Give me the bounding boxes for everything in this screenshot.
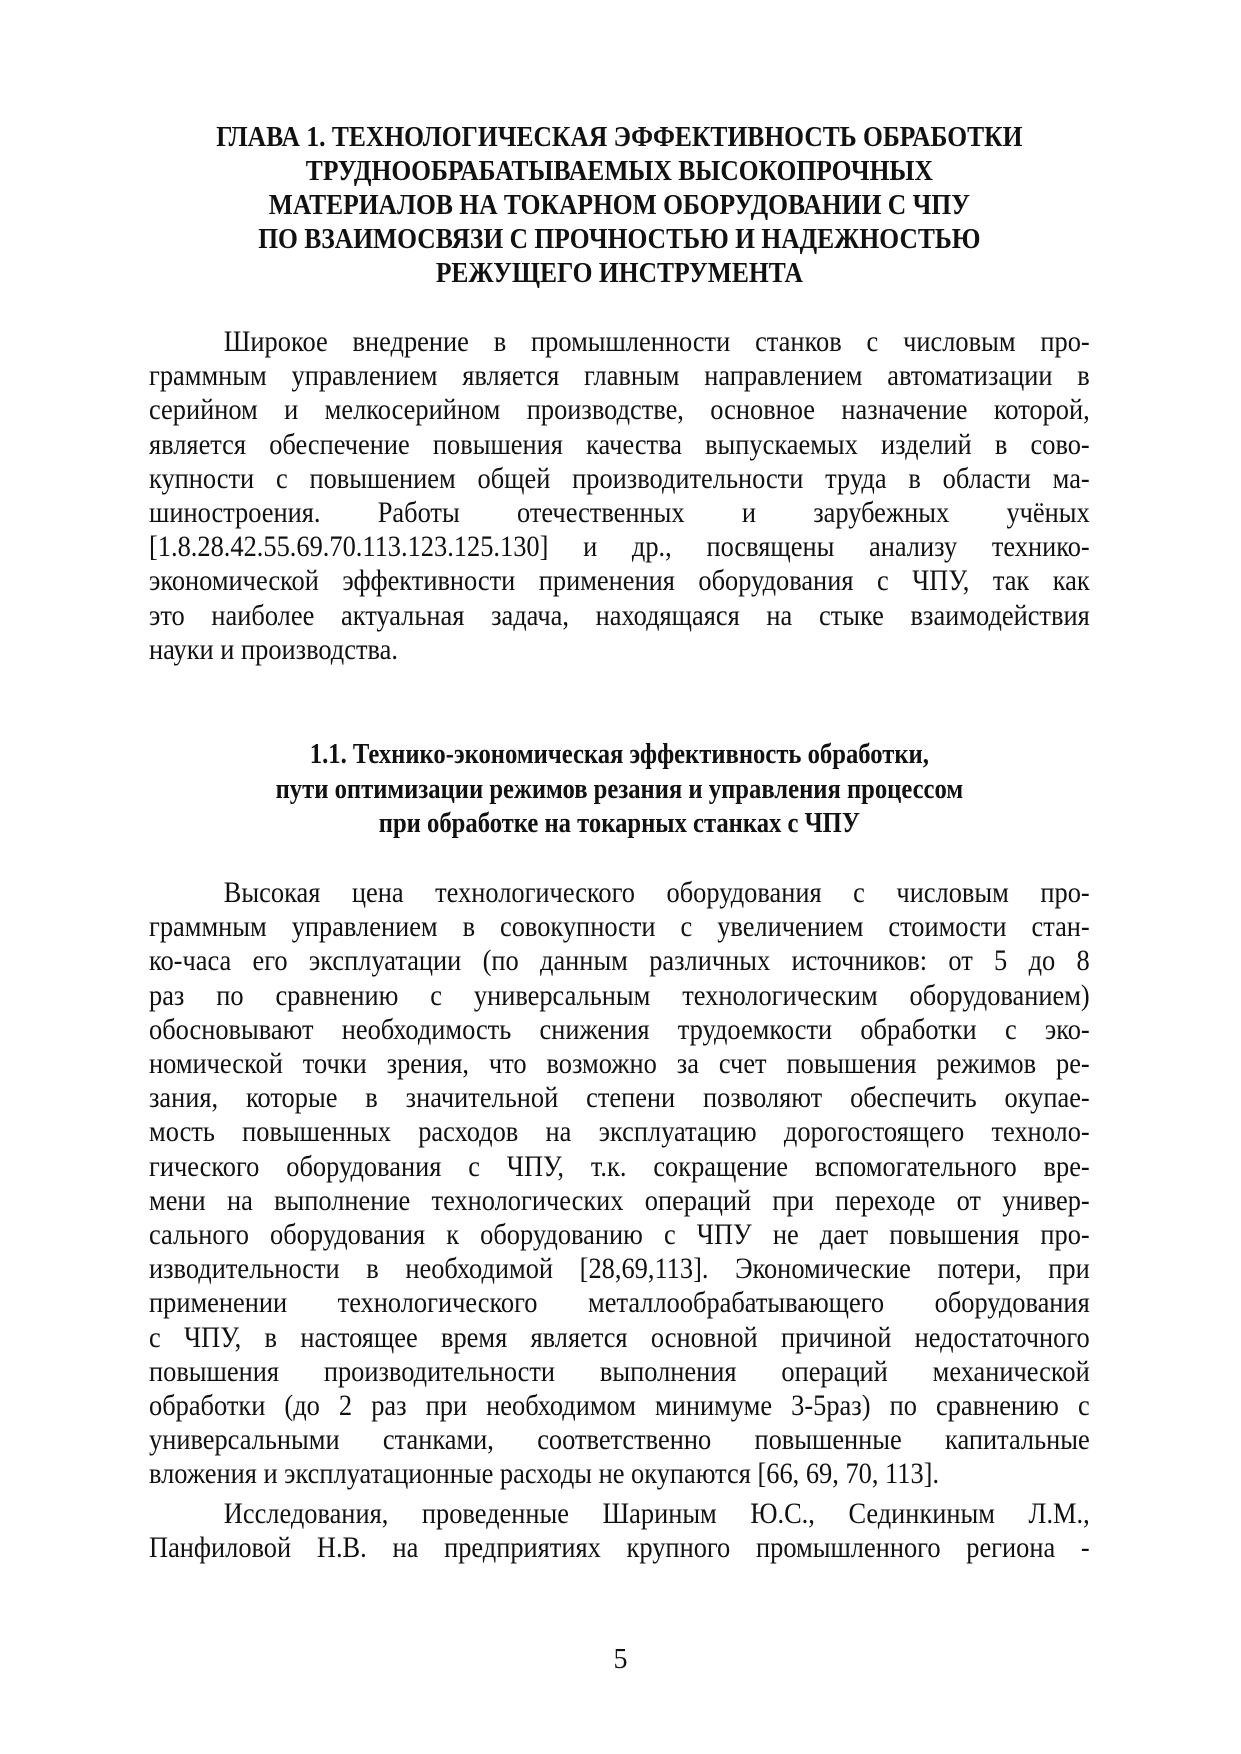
section-paragraph <box>149 1497 1090 1565</box>
text-line: является обеспечение повышения качества выпускаемых изделий в сово- <box>149 427 1090 461</box>
text-line: универсальными станками, соответственно повышенные капитальные <box>149 1423 1090 1457</box>
intro-paragraph <box>149 325 1090 667</box>
text-line: повышения производительности выполнения операций механической <box>149 1354 1090 1388</box>
text-line: шиностроения. Работы отечественных и зарубежных учёных <box>149 496 1090 530</box>
text-line: при обработке на токарных станках с ЧПУ <box>378 808 860 839</box>
text-line: изводительности в необходимой [28,69,113]. Экономические потери, при <box>149 1252 1090 1286</box>
text-line: граммным управлением является главным направлением автоматизации в <box>149 359 1090 393</box>
section-title <box>149 738 1090 842</box>
section-paragraph <box>149 876 1090 1492</box>
text-line: раз по сравнению с универсальным технологическим оборудованием) <box>149 978 1090 1012</box>
text-line: Широкое внедрение в промышленности станков с числовым про- <box>223 325 1090 358</box>
text-line: мени на выполнение технологических операций при переходе от универ- <box>149 1183 1090 1217</box>
chapter-title <box>149 120 1090 290</box>
text-line: ГЛАВА 1. ТЕХНОЛОГИЧЕСКАЯ ЭФФЕКТИВНОСТЬ ОБРАБОТКИ <box>216 121 1023 153</box>
text-line: Высокая цена технологического оборудования с числовым про- <box>223 876 1090 909</box>
text-line: [1.8.28.42.55.69.70.113.123.125.130] и др., посвящены анализу технико- <box>149 530 1090 564</box>
text-line: ПО ВЗАИМОСВЯЗИ С ПРОЧНОСТЬЮ И НАДЕЖНОСТЬЮ <box>258 223 981 255</box>
text-line: гического оборудования с ЧПУ, т.к. сокращение вспомогательного вре- <box>149 1149 1090 1183</box>
text-line: науки и производства. <box>149 632 398 666</box>
text-line: МАТЕРИАЛОВ НА ТОКАРНОМ ОБОРУДОВАНИИ С ЧПУ <box>268 189 970 221</box>
text-line: Панфиловой Н.В. на предприятиях крупного промышленного региона - <box>149 1531 1090 1565</box>
text-line: сального оборудования к оборудованию с ЧПУ не дает повышения про- <box>149 1218 1090 1252</box>
text-line: Исследования, проведенные Шариным Ю.С., Сединкиным Л.М., <box>223 1497 1090 1530</box>
text-line: 1.1. Технико-экономическая эффективность обработки, <box>309 739 929 770</box>
text-line: пути оптимизации режимов резания и управления процессом <box>275 773 964 805</box>
text-line: граммным управлением в совокупности с увеличением стоимости стан- <box>149 910 1090 944</box>
text-line: зания, которые в значительной степени позволяют обеспечить окупае- <box>149 1081 1090 1115</box>
text-line: вложения и эксплуатационные расходы не окупаются [66, 69, 70, 113]. <box>149 1457 940 1491</box>
page-number: 5 <box>613 1644 628 1675</box>
text-line: обосновывают необходимость снижения трудоемкости обработки с эко- <box>149 1012 1090 1046</box>
text-line: номической точки зрения, что возможно за счет повышения режимов ре- <box>149 1047 1090 1081</box>
text-line: ко-часа его эксплуатации (по данным различных источников: от 5 до 8 <box>149 944 1090 978</box>
text-line: с ЧПУ, в настоящее время является основной причиной недостаточного <box>149 1320 1090 1354</box>
text-line: купности с повышением общей производительности труда в области ма- <box>149 461 1090 495</box>
text-line: экономической эффективности применения оборудования с ЧПУ, так как <box>149 564 1090 598</box>
text-line: серийном и мелкосерийном производстве, основное назначение которой, <box>149 393 1090 427</box>
text-line: применении технологического металлообрабатывающего оборудования <box>149 1286 1090 1320</box>
text-line: мость повышенных расходов на эксплуатацию дорогостоящего техноло- <box>149 1115 1090 1149</box>
text-line: ТРУДНООБРАБАТЫВАЕМЫХ ВЫСОКОПРОЧНЫХ <box>305 155 933 187</box>
text-line: это наиболее актуальная задача, находящаяся на стыке взаимодействия <box>149 598 1090 632</box>
text-line: обработки (до 2 раз при необходимом минимуме 3-5раз) по сравнению с <box>149 1389 1090 1423</box>
text-line: РЕЖУЩЕГО ИНСТРУМЕНТА <box>435 257 803 289</box>
